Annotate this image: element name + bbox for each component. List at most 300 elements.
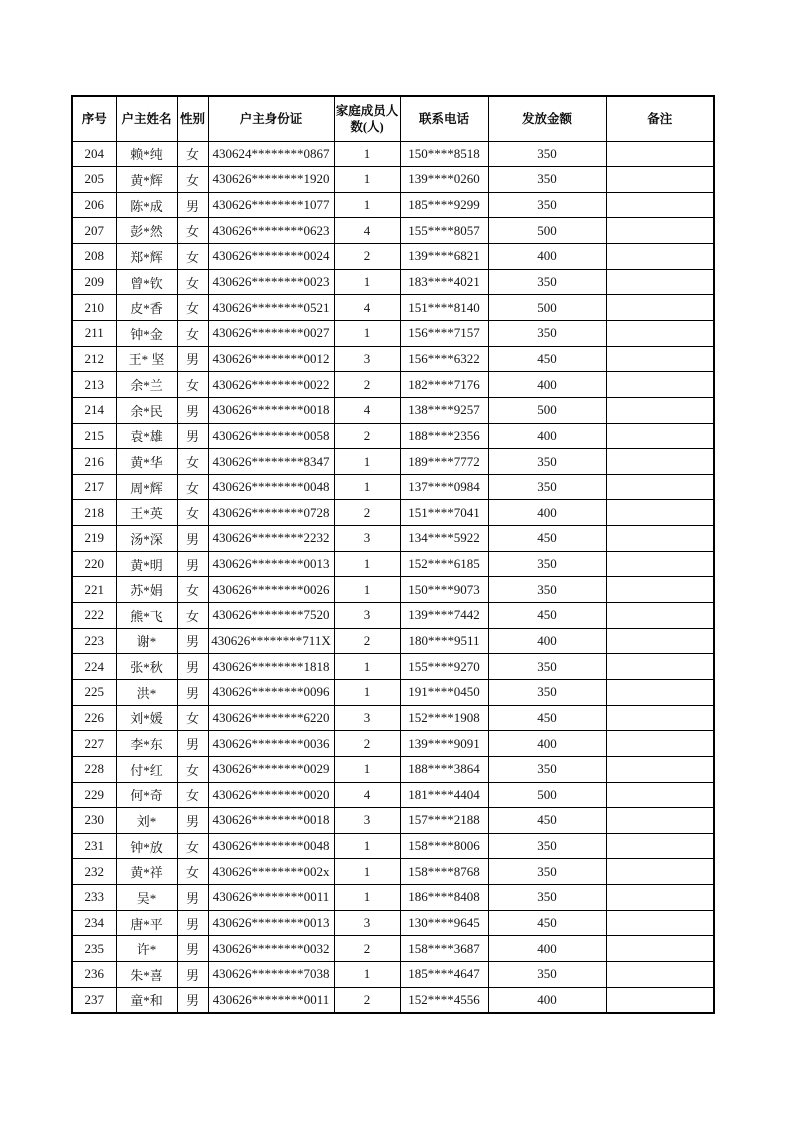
remark-cell — [606, 192, 714, 218]
gender-cell: 男 — [177, 397, 208, 423]
name-cell: 黄*辉 — [116, 167, 177, 193]
serial-cell: 219 — [72, 526, 116, 552]
phone-cell: 182****7176 — [400, 372, 488, 398]
members-cell: 1 — [334, 551, 400, 577]
remark-cell — [606, 987, 714, 1013]
id-card-cell: 430626********0013 — [208, 910, 334, 936]
table-row — [72, 346, 714, 372]
table-row — [72, 474, 714, 500]
members-cell: 1 — [334, 885, 400, 911]
phone-cell: 180****9511 — [400, 628, 488, 654]
gender-cell: 女 — [177, 859, 208, 885]
table-row — [72, 577, 714, 603]
gender-cell: 女 — [177, 833, 208, 859]
amount-cell: 500 — [488, 218, 606, 244]
members-cell: 2 — [334, 987, 400, 1013]
table-row — [72, 859, 714, 885]
remark-cell — [606, 731, 714, 757]
gender-cell: 女 — [177, 603, 208, 629]
id-card-cell: 430626********0024 — [208, 244, 334, 270]
serial-cell: 218 — [72, 500, 116, 526]
column-header-amount: 发放金额 — [488, 96, 606, 141]
table-row — [72, 244, 714, 270]
serial-cell: 229 — [72, 782, 116, 808]
phone-cell: 152****1908 — [400, 705, 488, 731]
phone-cell: 139****9091 — [400, 731, 488, 757]
remark-cell — [606, 397, 714, 423]
serial-cell: 220 — [72, 551, 116, 577]
name-cell: 吴* — [116, 885, 177, 911]
id-card-cell: 430624********0867 — [208, 141, 334, 167]
id-card-cell: 430626********0011 — [208, 987, 334, 1013]
gender-cell: 女 — [177, 782, 208, 808]
members-cell: 4 — [334, 397, 400, 423]
serial-cell: 208 — [72, 244, 116, 270]
gender-cell: 女 — [177, 705, 208, 731]
phone-cell: 188****2356 — [400, 423, 488, 449]
serial-cell: 224 — [72, 654, 116, 680]
id-card-cell: 430626********0012 — [208, 346, 334, 372]
id-card-cell: 430626********1818 — [208, 654, 334, 680]
gender-cell: 女 — [177, 218, 208, 244]
remark-cell — [606, 500, 714, 526]
remark-cell — [606, 885, 714, 911]
id-card-cell: 430626********0023 — [208, 269, 334, 295]
members-cell: 3 — [334, 603, 400, 629]
remark-cell — [606, 526, 714, 552]
phone-cell: 150****8518 — [400, 141, 488, 167]
phone-cell: 150****9073 — [400, 577, 488, 603]
amount-cell: 450 — [488, 603, 606, 629]
id-card-cell: 430626********7038 — [208, 962, 334, 988]
remark-cell — [606, 474, 714, 500]
name-cell: 洪* — [116, 679, 177, 705]
serial-cell: 233 — [72, 885, 116, 911]
column-header-gender: 性别 — [177, 96, 208, 141]
serial-cell: 232 — [72, 859, 116, 885]
table-row — [72, 167, 714, 193]
name-cell: 曾*钦 — [116, 269, 177, 295]
name-cell: 刘*媛 — [116, 705, 177, 731]
phone-cell: 151****8140 — [400, 295, 488, 321]
serial-cell: 207 — [72, 218, 116, 244]
members-cell: 1 — [334, 833, 400, 859]
phone-cell: 156****7157 — [400, 320, 488, 346]
id-card-cell: 430626********7520 — [208, 603, 334, 629]
name-cell: 陈*成 — [116, 192, 177, 218]
phone-cell: 152****6185 — [400, 551, 488, 577]
serial-cell: 222 — [72, 603, 116, 629]
remark-cell — [606, 859, 714, 885]
members-cell: 1 — [334, 167, 400, 193]
table-row — [72, 423, 714, 449]
name-cell: 朱*喜 — [116, 962, 177, 988]
table-row — [72, 910, 714, 936]
gender-cell: 男 — [177, 423, 208, 449]
amount-cell: 400 — [488, 372, 606, 398]
serial-cell: 217 — [72, 474, 116, 500]
serial-cell: 223 — [72, 628, 116, 654]
table-row — [72, 372, 714, 398]
amount-cell: 500 — [488, 295, 606, 321]
id-card-cell: 430626********0029 — [208, 756, 334, 782]
gender-cell: 女 — [177, 167, 208, 193]
members-cell: 2 — [334, 423, 400, 449]
remark-cell — [606, 551, 714, 577]
amount-cell: 400 — [488, 731, 606, 757]
members-cell: 3 — [334, 910, 400, 936]
phone-cell: 181****4404 — [400, 782, 488, 808]
name-cell: 皮*香 — [116, 295, 177, 321]
table-row — [72, 679, 714, 705]
table-body — [72, 141, 714, 1013]
id-card-cell: 430626********0048 — [208, 474, 334, 500]
id-card-cell: 430626********0058 — [208, 423, 334, 449]
amount-cell: 350 — [488, 167, 606, 193]
members-cell: 1 — [334, 269, 400, 295]
column-header-members: 家庭成员人数(人) — [334, 96, 400, 141]
serial-cell: 237 — [72, 987, 116, 1013]
remark-cell — [606, 372, 714, 398]
table-row — [72, 705, 714, 731]
amount-cell: 350 — [488, 474, 606, 500]
name-cell: 黄*明 — [116, 551, 177, 577]
members-cell: 2 — [334, 936, 400, 962]
members-cell: 1 — [334, 756, 400, 782]
amount-cell: 450 — [488, 346, 606, 372]
beneficiary-table — [71, 95, 715, 1014]
phone-cell: 138****9257 — [400, 397, 488, 423]
members-cell: 3 — [334, 808, 400, 834]
remark-cell — [606, 423, 714, 449]
amount-cell: 350 — [488, 551, 606, 577]
gender-cell: 男 — [177, 192, 208, 218]
id-card-cell: 430626********1920 — [208, 167, 334, 193]
table-row — [72, 808, 714, 834]
gender-cell: 女 — [177, 320, 208, 346]
remark-cell — [606, 962, 714, 988]
table-row — [72, 756, 714, 782]
serial-cell: 211 — [72, 320, 116, 346]
amount-cell: 350 — [488, 577, 606, 603]
serial-cell: 226 — [72, 705, 116, 731]
serial-cell: 236 — [72, 962, 116, 988]
name-cell: 唐*平 — [116, 910, 177, 936]
name-cell: 赖*纯 — [116, 141, 177, 167]
remark-cell — [606, 782, 714, 808]
remark-cell — [606, 577, 714, 603]
members-cell: 1 — [334, 679, 400, 705]
remark-cell — [606, 603, 714, 629]
members-cell: 2 — [334, 372, 400, 398]
members-cell: 1 — [334, 654, 400, 680]
phone-cell: 155****9270 — [400, 654, 488, 680]
table-row — [72, 782, 714, 808]
phone-cell: 158****8768 — [400, 859, 488, 885]
members-cell: 1 — [334, 449, 400, 475]
serial-cell: 227 — [72, 731, 116, 757]
serial-cell: 228 — [72, 756, 116, 782]
serial-cell: 216 — [72, 449, 116, 475]
amount-cell: 500 — [488, 782, 606, 808]
serial-cell: 209 — [72, 269, 116, 295]
amount-cell: 450 — [488, 808, 606, 834]
id-card-cell: 430626********002x — [208, 859, 334, 885]
name-cell: 钟*金 — [116, 320, 177, 346]
table-row — [72, 551, 714, 577]
table-row — [72, 962, 714, 988]
amount-cell: 350 — [488, 885, 606, 911]
members-cell: 2 — [334, 500, 400, 526]
phone-cell: 134****5922 — [400, 526, 488, 552]
remark-cell — [606, 449, 714, 475]
amount-cell: 350 — [488, 833, 606, 859]
id-card-cell: 430626********0032 — [208, 936, 334, 962]
amount-cell: 400 — [488, 628, 606, 654]
table-row — [72, 526, 714, 552]
gender-cell: 男 — [177, 654, 208, 680]
gender-cell: 女 — [177, 141, 208, 167]
name-cell: 黄*华 — [116, 449, 177, 475]
gender-cell: 男 — [177, 551, 208, 577]
serial-cell: 215 — [72, 423, 116, 449]
members-cell: 1 — [334, 320, 400, 346]
id-card-cell: 430626********0011 — [208, 885, 334, 911]
id-card-cell: 430626********1077 — [208, 192, 334, 218]
remark-cell — [606, 244, 714, 270]
phone-cell: 158****8006 — [400, 833, 488, 859]
table-row — [72, 731, 714, 757]
phone-cell: 155****8057 — [400, 218, 488, 244]
id-card-cell: 430626********0013 — [208, 551, 334, 577]
id-card-cell: 430626********0022 — [208, 372, 334, 398]
members-cell: 3 — [334, 346, 400, 372]
phone-cell: 156****6322 — [400, 346, 488, 372]
gender-cell: 男 — [177, 526, 208, 552]
name-cell: 苏*娟 — [116, 577, 177, 603]
members-cell: 1 — [334, 859, 400, 885]
gender-cell: 男 — [177, 962, 208, 988]
table-row — [72, 397, 714, 423]
remark-cell — [606, 320, 714, 346]
id-card-cell: 430626********0096 — [208, 679, 334, 705]
members-cell: 1 — [334, 192, 400, 218]
remark-cell — [606, 833, 714, 859]
amount-cell: 350 — [488, 859, 606, 885]
phone-cell: 152****4556 — [400, 987, 488, 1013]
gender-cell: 男 — [177, 346, 208, 372]
table-row — [72, 218, 714, 244]
serial-cell: 230 — [72, 808, 116, 834]
gender-cell: 男 — [177, 679, 208, 705]
amount-cell: 350 — [488, 192, 606, 218]
members-cell: 3 — [334, 526, 400, 552]
name-cell: 许* — [116, 936, 177, 962]
gender-cell: 女 — [177, 449, 208, 475]
gender-cell: 男 — [177, 910, 208, 936]
remark-cell — [606, 936, 714, 962]
amount-cell: 450 — [488, 910, 606, 936]
name-cell: 童*和 — [116, 987, 177, 1013]
serial-cell: 210 — [72, 295, 116, 321]
remark-cell — [606, 910, 714, 936]
remark-cell — [606, 141, 714, 167]
id-card-cell: 430626********0048 — [208, 833, 334, 859]
column-header-serial: 序号 — [72, 96, 116, 141]
name-cell: 余*兰 — [116, 372, 177, 398]
column-header-phone: 联系电话 — [400, 96, 488, 141]
phone-cell: 186****8408 — [400, 885, 488, 911]
table-row — [72, 500, 714, 526]
id-card-cell: 430626********0018 — [208, 397, 334, 423]
serial-cell: 231 — [72, 833, 116, 859]
gender-cell: 女 — [177, 269, 208, 295]
remark-cell — [606, 654, 714, 680]
amount-cell: 400 — [488, 244, 606, 270]
table-row — [72, 141, 714, 167]
name-cell: 付*红 — [116, 756, 177, 782]
phone-cell: 188****3864 — [400, 756, 488, 782]
gender-cell: 男 — [177, 936, 208, 962]
serial-cell: 206 — [72, 192, 116, 218]
amount-cell: 500 — [488, 397, 606, 423]
id-card-cell: 430626********2232 — [208, 526, 334, 552]
table-row — [72, 833, 714, 859]
name-cell: 钟*放 — [116, 833, 177, 859]
name-cell: 何*奇 — [116, 782, 177, 808]
table-row — [72, 269, 714, 295]
phone-cell: 151****7041 — [400, 500, 488, 526]
name-cell: 郑*辉 — [116, 244, 177, 270]
amount-cell: 400 — [488, 423, 606, 449]
serial-cell: 225 — [72, 679, 116, 705]
id-card-cell: 430626********0018 — [208, 808, 334, 834]
id-card-cell: 430626********0623 — [208, 218, 334, 244]
members-cell: 2 — [334, 731, 400, 757]
name-cell: 王* 坚 — [116, 346, 177, 372]
id-card-cell: 430626********0026 — [208, 577, 334, 603]
gender-cell: 女 — [177, 756, 208, 782]
phone-cell: 158****3687 — [400, 936, 488, 962]
gender-cell: 女 — [177, 577, 208, 603]
members-cell: 4 — [334, 218, 400, 244]
name-cell: 张*秋 — [116, 654, 177, 680]
name-cell: 王*英 — [116, 500, 177, 526]
members-cell: 4 — [334, 782, 400, 808]
members-cell: 3 — [334, 705, 400, 731]
amount-cell: 450 — [488, 705, 606, 731]
name-cell: 汤*深 — [116, 526, 177, 552]
remark-cell — [606, 756, 714, 782]
phone-cell: 189****7772 — [400, 449, 488, 475]
amount-cell: 400 — [488, 500, 606, 526]
members-cell: 2 — [334, 628, 400, 654]
name-cell: 谢* — [116, 628, 177, 654]
column-header-name: 户主姓名 — [116, 96, 177, 141]
phone-cell: 185****4647 — [400, 962, 488, 988]
members-cell: 1 — [334, 577, 400, 603]
table-header-row — [72, 96, 714, 141]
gender-cell: 女 — [177, 500, 208, 526]
phone-cell: 191****0450 — [400, 679, 488, 705]
phone-cell: 137****0984 — [400, 474, 488, 500]
name-cell: 熊*飞 — [116, 603, 177, 629]
table-row — [72, 449, 714, 475]
name-cell: 余*民 — [116, 397, 177, 423]
name-cell: 李*东 — [116, 731, 177, 757]
members-cell: 2 — [334, 244, 400, 270]
id-card-cell: 430626********0728 — [208, 500, 334, 526]
remark-cell — [606, 808, 714, 834]
id-card-cell: 430626********0521 — [208, 295, 334, 321]
amount-cell: 450 — [488, 526, 606, 552]
amount-cell: 350 — [488, 679, 606, 705]
remark-cell — [606, 167, 714, 193]
name-cell: 彭*然 — [116, 218, 177, 244]
id-card-cell: 430626********711X — [208, 628, 334, 654]
remark-cell — [606, 269, 714, 295]
table-row — [72, 295, 714, 321]
remark-cell — [606, 218, 714, 244]
table-row — [72, 936, 714, 962]
members-cell: 1 — [334, 474, 400, 500]
id-card-cell: 430626********8347 — [208, 449, 334, 475]
gender-cell: 女 — [177, 244, 208, 270]
serial-cell: 235 — [72, 936, 116, 962]
remark-cell — [606, 295, 714, 321]
gender-cell: 女 — [177, 474, 208, 500]
phone-cell: 139****6821 — [400, 244, 488, 270]
phone-cell: 130****9645 — [400, 910, 488, 936]
gender-cell: 男 — [177, 731, 208, 757]
amount-cell: 350 — [488, 141, 606, 167]
column-header-remark: 备注 — [606, 96, 714, 141]
serial-cell: 214 — [72, 397, 116, 423]
table-row — [72, 320, 714, 346]
name-cell: 刘* — [116, 808, 177, 834]
table-row — [72, 192, 714, 218]
id-card-cell: 430626********0036 — [208, 731, 334, 757]
serial-cell: 221 — [72, 577, 116, 603]
table-row — [72, 603, 714, 629]
remark-cell — [606, 679, 714, 705]
phone-cell: 185****9299 — [400, 192, 488, 218]
remark-cell — [606, 705, 714, 731]
table-row — [72, 885, 714, 911]
amount-cell: 350 — [488, 320, 606, 346]
table-row — [72, 628, 714, 654]
gender-cell: 男 — [177, 808, 208, 834]
members-cell: 1 — [334, 962, 400, 988]
gender-cell: 男 — [177, 628, 208, 654]
name-cell: 黄*祥 — [116, 859, 177, 885]
remark-cell — [606, 346, 714, 372]
serial-cell: 205 — [72, 167, 116, 193]
column-header-id-card: 户主身份证 — [208, 96, 334, 141]
remark-cell — [606, 628, 714, 654]
serial-cell: 234 — [72, 910, 116, 936]
id-card-cell: 430626********0020 — [208, 782, 334, 808]
amount-cell: 400 — [488, 987, 606, 1013]
amount-cell: 350 — [488, 269, 606, 295]
amount-cell: 350 — [488, 654, 606, 680]
serial-cell: 204 — [72, 141, 116, 167]
id-card-cell: 430626********6220 — [208, 705, 334, 731]
amount-cell: 350 — [488, 962, 606, 988]
members-cell: 4 — [334, 295, 400, 321]
serial-cell: 213 — [72, 372, 116, 398]
amount-cell: 400 — [488, 936, 606, 962]
